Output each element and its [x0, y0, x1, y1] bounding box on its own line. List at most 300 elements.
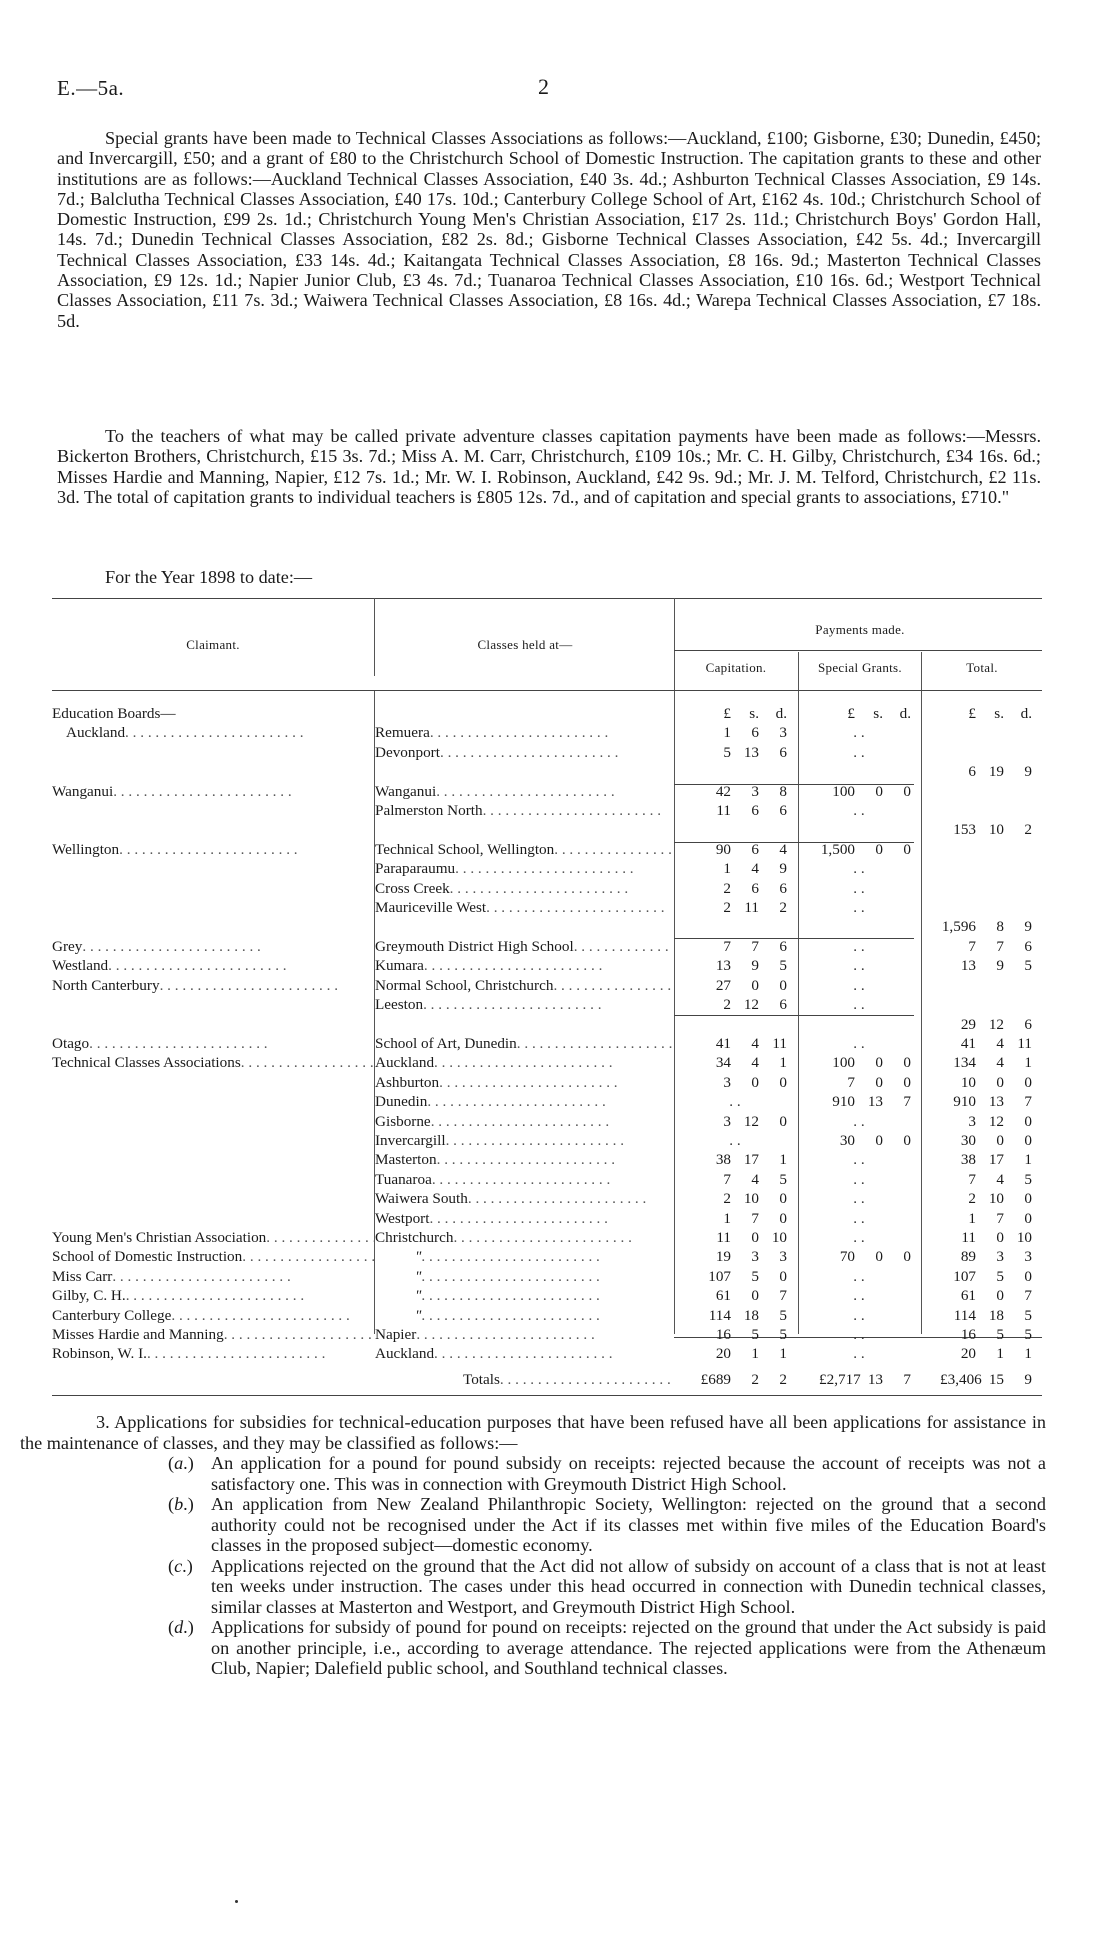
total-shillings: 8: [996, 918, 1004, 936]
total-pence: d.: [1020, 705, 1032, 722]
classes-cell: Invercargill . .: [375, 1131, 673, 1150]
capitation-pounds: 20: [715, 1345, 731, 1363]
table-bottom-rule: [52, 1395, 1042, 1396]
total-pounds: 10: [960, 1073, 976, 1091]
capitation: [673, 956, 797, 975]
capitation-shillings: 5: [751, 1267, 759, 1285]
special-grants-pounds: 70: [839, 1248, 855, 1266]
special-grants-nil: . .: [853, 1170, 865, 1188]
refusal-item-b: [20, 1494, 1046, 1556]
table-row: [52, 1073, 1042, 1092]
refusal-item-d: [20, 1617, 1046, 1679]
total-shillings: 3: [996, 1248, 1004, 1266]
capitation: [673, 1247, 797, 1266]
capitation-pounds: 2: [723, 1190, 731, 1208]
claimant-cell: Misses Hardie and Manning . .: [52, 1325, 375, 1344]
total: [921, 1131, 1042, 1150]
capitation-pounds: 5: [723, 743, 731, 761]
total: [921, 937, 1042, 956]
special-grants-pounds: £: [847, 705, 855, 722]
total-pence: 0: [1024, 1209, 1032, 1227]
table-row: [52, 1306, 1042, 1325]
special-grants-shillings: 0: [875, 1073, 883, 1091]
total-pence: 0: [1024, 1267, 1032, 1285]
total-pounds: 89: [960, 1248, 976, 1266]
classes-cell: Palmerston North . .: [375, 801, 673, 820]
item-text: Applications for subsidy of pound for pound on receipts: rejected on the ground that under the Act subsidy is paid on another principle, i.e., according to average attendance. The rejected applications were from the Athenæum Club, Napier; Dalefield public school, and Southland technical classes.: [211, 1617, 1046, 1678]
capitation-pence: d.: [775, 705, 787, 722]
item-marker: (d.): [168, 1617, 194, 1637]
capitation: [673, 879, 797, 898]
total-shillings: 12: [988, 1015, 1004, 1033]
special-grants: [797, 840, 921, 859]
total-shillings: 5: [996, 1267, 1004, 1285]
classes-cell: Cross Creek . .: [375, 879, 673, 898]
capitation-pence: 3: [779, 724, 787, 742]
capitation-pence: 3: [779, 1248, 787, 1266]
total: [921, 917, 1042, 936]
special-grants-pence: 0: [903, 1131, 911, 1149]
capitation: [673, 1112, 797, 1131]
capitation: [673, 743, 797, 762]
total-pence: 1: [1024, 1054, 1032, 1072]
capitation-shillings: 4: [751, 1170, 759, 1188]
total-pounds: 1: [968, 1209, 976, 1227]
item-text: An application for a pound for pound subsidy on receipts: rejected because the account of receipts was not a satisfactory one. This was in connection with Greymouth District High School.: [211, 1453, 1046, 1494]
capitation-pounds: 90: [715, 840, 731, 858]
table-header-rule: [52, 690, 1042, 691]
classes-cell: Ashburton . .: [375, 1073, 673, 1092]
refusal-item-c: [20, 1556, 1046, 1618]
classes-cell: Devonport . .: [375, 743, 673, 762]
total: [921, 1092, 1042, 1111]
report-reference: E.—5a.: [57, 76, 125, 100]
special-grants: [797, 1073, 921, 1092]
total-pounds: 13: [960, 957, 976, 975]
table-row: [52, 1015, 1042, 1034]
capitation-pence: 1: [779, 1345, 787, 1363]
capitation: [673, 1286, 797, 1305]
total-pounds: 3: [968, 1112, 976, 1130]
special-grants-nil: . .: [853, 879, 865, 897]
special-grants-nil: . .: [853, 743, 865, 761]
payments-header: Payments made.: [815, 622, 905, 637]
capitation-pounds: 41: [715, 1034, 731, 1052]
capitation-pence: 6: [779, 879, 787, 897]
payments-subrule: [674, 650, 1042, 651]
table-row: [52, 1131, 1042, 1150]
table-row: [52, 995, 1042, 1014]
total: [921, 762, 1042, 781]
capitation: [673, 937, 797, 956]
table-row: [52, 1286, 1042, 1305]
capitation-shillings: 7: [751, 937, 759, 955]
classes-cell: School of Art, Dunedin . .: [375, 1034, 673, 1053]
total-pence: 6: [1024, 1015, 1032, 1033]
total-pence: 7: [1024, 1287, 1032, 1305]
capitation-pence: 6: [779, 996, 787, 1014]
capitation-pence: 0: [779, 1267, 787, 1285]
capitation: [673, 704, 797, 723]
page-speck: [235, 1900, 238, 1903]
classes-cell: Masterton . .: [375, 1150, 673, 1169]
capitation-pence: 4: [779, 840, 787, 858]
special-grants: [797, 1247, 921, 1266]
classes-cell: Mauriceville West . .: [375, 898, 673, 917]
special-grants-nil: . .: [853, 1112, 865, 1130]
capitation-pounds: 1: [723, 1209, 731, 1227]
total-shillings: 0: [996, 1131, 1004, 1149]
capitation-pounds: 11: [716, 802, 731, 820]
capitation: [673, 995, 797, 1014]
capitation-pence: 11: [772, 1034, 787, 1052]
paragraph-text: For the Year 1898 to date:—: [105, 567, 313, 587]
classes-cell: Paraparaumu . .: [375, 859, 673, 878]
capitation-pounds: 19: [715, 1248, 731, 1266]
total-pounds: 153: [953, 821, 976, 839]
capitation-pence: 5: [779, 1326, 787, 1343]
capitation-pence: 0: [779, 1112, 787, 1130]
classes-cell: Auckland . .: [375, 1344, 673, 1363]
classes-cell: " . .: [375, 1267, 673, 1286]
capitation-pounds: 42: [715, 782, 731, 800]
total-shillings: 9: [996, 957, 1004, 975]
totals-row: [52, 1364, 1042, 1389]
capitation-shillings: s.: [749, 705, 759, 722]
capitation-shillings: 6: [751, 724, 759, 742]
total-pence: 1: [1024, 1151, 1032, 1169]
special-grants-pounds: 7: [847, 1073, 855, 1091]
capitation-pence: 6: [779, 802, 787, 820]
total-pence: 2: [1024, 821, 1032, 839]
special-grants-pence: 0: [903, 1073, 911, 1091]
capitation-pence: 0: [779, 1190, 787, 1208]
special-grants: [797, 704, 921, 723]
special-grants-shillings: 0: [875, 840, 883, 858]
special-grants-pence: 7: [903, 1093, 911, 1111]
capitation-pounds: 16: [715, 1326, 731, 1343]
capitation: [673, 1170, 797, 1189]
table-row: [52, 879, 1042, 898]
claimant-cell: Miss Carr . .: [52, 1267, 375, 1286]
total-pounds: 20: [960, 1345, 976, 1363]
special-grants-total-pounds: £2,717: [819, 1370, 861, 1388]
item-text: An application from New Zealand Philanthropic Society, Wellington: rejected on the ground that a second authority could not be recognised under the Act if its classes met within five miles of the Education Board's classes in the proposed subject—domestic economy.: [211, 1494, 1046, 1555]
total-pence: 7: [1024, 1093, 1032, 1111]
total-pence: 10: [1016, 1228, 1032, 1246]
total-shillings: 10: [988, 1190, 1004, 1208]
capitation-shillings: 3: [751, 782, 759, 800]
capitation: [673, 1189, 797, 1208]
special-grants-nil: . .: [853, 1326, 865, 1343]
capitation-shillings: 3: [751, 1248, 759, 1266]
total: [921, 1344, 1042, 1363]
item-marker: (a.): [168, 1453, 194, 1473]
total-pounds: 41: [960, 1034, 976, 1052]
claimant-cell: Auckland . .: [52, 723, 375, 742]
paragraph-text: Special grants have been made to Technical Classes Associations as follows:—Auckland, £100; Gisborne, £30; Dunedin, £450; and Invercargill, £50; and a grant of £80 to the Christchurch School of Domestic Instruction. The capitation grants to these and other institutions are as follows:—Auckland Technical Classes Association, £40 3s. 4d.; Ashburton Technical Classes Association, £9 14s. 7d.; Balclutha Technical Classes Association, £40 17s. 10d.; Canterbury College School of Art, £162 4s. 10d.; Christchurch School of Domestic Instruction, £99 2s. 1d.; Christchurch Young Men's Christian Association, £17 2s. 11d.; Christchurch Boys' Gordon Hall, 14s. 7d.; Dunedin Technical Classes Association, £82 2s. 8d.; Gisborne Technical Classes Association, £42 5s. 4d.; Invercargill Technical Classes Association, £33 14s. 4d.; Kaitangata Technical Classes Association, £8 16s. 9d.; Masterton Technical Classes Association, £9 12s. 1d.; Napier Junior Club, £3 4s. 7d.; Tuanaroa Technical Classes Association, £10 16s. 6d.; Westport Technical Classes Association, £11 7s. 3d.; Waiwera Technical Classes Association, £8 16s. 4d.; Warepa Technical Classes Association, £7 18s. 5d.: [57, 128, 1041, 331]
capitation-pence: 10: [771, 1228, 787, 1246]
special-grants-shillings: s.: [873, 705, 883, 722]
capitation-total-pence: 2: [779, 1370, 787, 1388]
table-row: [52, 1344, 1042, 1363]
table-row: [52, 801, 1042, 820]
classes-cell: " . .: [375, 1247, 673, 1266]
special-grants-pence: 0: [903, 840, 911, 858]
total-pounds: 16: [960, 1326, 976, 1343]
totals-label: Totals . .: [375, 1370, 673, 1389]
table-row: [52, 1092, 1042, 1111]
classes-cell: Normal School, Christchurch . .: [375, 976, 673, 995]
page-number: 2: [538, 74, 549, 99]
total-pence: 5: [1024, 1306, 1032, 1324]
capitation-shillings: 12: [743, 1112, 759, 1130]
table-row: [52, 782, 1042, 801]
capitation-pounds: 3: [723, 1073, 731, 1091]
grand-total-pence: 9: [1024, 1370, 1032, 1388]
total-header: Total.: [966, 660, 998, 675]
total: [921, 1170, 1042, 1189]
classes-cell: Auckland . .: [375, 1053, 673, 1072]
capitation: [673, 1228, 797, 1247]
grand-total-pounds: £3,406: [940, 1370, 982, 1388]
capitation-pounds: 3: [723, 1112, 731, 1130]
table-row: [52, 859, 1042, 878]
capitation-pence: 6: [779, 743, 787, 761]
paragraph-private-classes: [57, 426, 1041, 507]
claimant-cell: Otago . .: [52, 1034, 375, 1053]
total-pence: 11: [1017, 1034, 1032, 1052]
special-grants-shillings: 0: [875, 782, 883, 800]
capitation-pounds: 27: [715, 976, 731, 994]
table-row: [52, 1209, 1042, 1228]
special-grants-pounds: 1,500: [820, 840, 855, 858]
classes-cell: Napier . .: [375, 1325, 673, 1344]
special-grants-total: [797, 1370, 921, 1389]
capitation-shillings: 0: [751, 976, 759, 994]
capitation-pence: 0: [779, 1073, 787, 1091]
special-grants-nil: . .: [853, 1190, 865, 1208]
table-row: [52, 743, 1042, 762]
capitation-header: Capitation.: [705, 660, 767, 675]
capitation-shillings: 11: [744, 899, 759, 917]
special-grants-nil: . .: [853, 957, 865, 975]
capitation-shillings: 6: [751, 879, 759, 897]
special-grants-shillings: 0: [875, 1248, 883, 1266]
special-grants-shillings: 13: [867, 1093, 883, 1111]
capitation-total-pounds: £689: [700, 1370, 731, 1388]
table-row: [52, 1053, 1042, 1072]
capitation-pounds: 11: [716, 1228, 731, 1246]
classes-cell: " . .: [375, 1306, 673, 1325]
special-grants-nil: . .: [853, 1345, 865, 1363]
claimant-cell: Wanganui . .: [52, 782, 375, 801]
capitation: [673, 859, 797, 878]
capitation-pence: 2: [779, 899, 787, 917]
table-row: [52, 704, 1042, 723]
total-pounds: £: [968, 705, 976, 722]
total-shillings: 17: [988, 1151, 1004, 1169]
table-row: [52, 917, 1042, 936]
claimant-cell: Technical Classes Associations . .: [52, 1053, 375, 1072]
classes-cell: Gisborne . .: [375, 1112, 673, 1131]
special-header: Special Grants.: [818, 660, 902, 675]
capitation: [673, 782, 797, 801]
item-marker: (b.): [168, 1494, 194, 1514]
special-grants-pounds: 30: [839, 1131, 855, 1149]
total-shillings: 1: [996, 1345, 1004, 1363]
table-row: [52, 762, 1042, 781]
classes-cell: Waiwera South . .: [375, 1189, 673, 1208]
special-grants: [797, 1053, 921, 1072]
total-pounds: 107: [953, 1267, 976, 1285]
special-grants: [797, 1092, 921, 1111]
claimant-cell: School of Domestic Instruction . .: [52, 1247, 375, 1266]
total: [921, 1325, 1042, 1344]
classes-cell: Greymouth District High School . .: [375, 937, 673, 956]
capitation: [673, 801, 797, 820]
total-pence: 0: [1024, 1112, 1032, 1130]
total-shillings: 13: [988, 1093, 1004, 1111]
table-row: [52, 898, 1042, 917]
capitation-shillings: 5: [751, 1326, 759, 1343]
capitation-pounds: 2: [723, 996, 731, 1014]
special-grants-total-pence: 7: [903, 1370, 911, 1388]
special-grants-shillings: 0: [875, 1131, 883, 1149]
special-grants-pounds: 100: [832, 1054, 855, 1072]
capitation-shillings: 13: [743, 743, 759, 761]
capitation-shillings: 4: [751, 1054, 759, 1072]
special-grants-pounds: 910: [832, 1093, 855, 1111]
capitation-shillings: 4: [751, 860, 759, 878]
capitation-shillings: 17: [743, 1151, 759, 1169]
claimant-cell: Robinson, W. I. . .: [52, 1344, 375, 1363]
table-row: [52, 1189, 1042, 1208]
total-pounds: 7: [968, 1170, 976, 1188]
special-grants-nil: . .: [853, 1267, 865, 1285]
classes-cell: Technical School, Wellington . .: [375, 840, 673, 859]
total-pounds: 114: [953, 1306, 976, 1324]
special-grants-nil: . .: [853, 1209, 865, 1227]
total-pounds: 29: [960, 1015, 976, 1033]
capitation: [673, 723, 797, 742]
total-pence: 6: [1024, 937, 1032, 955]
classes-cell: Tuanaroa . .: [375, 1170, 673, 1189]
capitation-pence: 0: [779, 1209, 787, 1227]
capitation: [673, 976, 797, 995]
capitation: [673, 1209, 797, 1228]
capitation-pence: 0: [779, 976, 787, 994]
capitation-shillings: 6: [751, 802, 759, 820]
total-pounds: 30: [960, 1131, 976, 1149]
total-shillings: 12: [988, 1112, 1004, 1130]
special-grants-total-shillings: 13: [867, 1370, 883, 1388]
claimant-cell: Gilby, C. H. . .: [52, 1286, 375, 1305]
capitation-pounds: 2: [723, 879, 731, 897]
total-pence: 0: [1024, 1190, 1032, 1208]
total-shillings: 19: [988, 763, 1004, 781]
special-grants: [797, 782, 921, 801]
total-pence: 9: [1024, 918, 1032, 936]
capitation: [673, 1306, 797, 1325]
total-pounds: 61: [960, 1287, 976, 1305]
total: [921, 704, 1042, 723]
special-grants-nil: . .: [853, 724, 865, 742]
total-pence: 1: [1024, 1345, 1032, 1363]
classes-cell: Leeston . .: [375, 995, 673, 1014]
capitation-pounds: 2: [723, 899, 731, 917]
capitation: [673, 898, 797, 917]
capitation-pence: 6: [779, 937, 787, 955]
classes-cell: Dunedin . .: [375, 1092, 673, 1111]
total-pounds: 134: [953, 1054, 976, 1072]
claimant-cell: Young Men's Christian Association . .: [52, 1228, 375, 1247]
capitation-pence: 5: [779, 1306, 787, 1324]
capitation-pounds: 7: [723, 937, 731, 955]
capitation: [673, 1325, 797, 1344]
special-grants-pence: 0: [903, 1054, 911, 1072]
special-grants-nil: . .: [853, 937, 865, 955]
total-shillings: 7: [996, 937, 1004, 955]
total: [921, 1247, 1042, 1266]
total-shillings: 4: [996, 1054, 1004, 1072]
refusal-item-a: [20, 1453, 1046, 1494]
capitation-shillings: 0: [751, 1228, 759, 1246]
capitation-nil: . .: [729, 1093, 741, 1111]
capitation-pence: 7: [779, 1287, 787, 1305]
capitation-pence: 5: [779, 957, 787, 975]
total: [921, 1286, 1042, 1305]
table-row: [52, 1112, 1042, 1131]
item-marker: (c.): [168, 1555, 193, 1576]
total-pence: 5: [1024, 1326, 1032, 1343]
capitation-shillings: 18: [743, 1306, 759, 1324]
table-row: [52, 1267, 1042, 1286]
capitation-pounds: 107: [708, 1267, 731, 1285]
total: [921, 1267, 1042, 1286]
total-shillings: 0: [996, 1228, 1004, 1246]
capitation-pounds: 1: [723, 860, 731, 878]
total-pounds: 6: [968, 763, 976, 781]
special-grants-nil: . .: [853, 860, 865, 878]
capitation-pence: 1: [779, 1151, 787, 1169]
capitation: [673, 1034, 797, 1053]
payments-table: [52, 704, 1042, 1389]
table-row: [52, 1150, 1042, 1169]
classes-cell: Westport . .: [375, 1209, 673, 1228]
section-3: [20, 1412, 1046, 1679]
special-grants-pence: d.: [899, 705, 911, 722]
total-shillings: 4: [996, 1170, 1004, 1188]
total: [921, 1150, 1042, 1169]
table-row: [52, 976, 1042, 995]
special-grants-pence: 0: [903, 1248, 911, 1266]
special-grants-nil: . .: [853, 1228, 865, 1246]
total-pounds: 2: [968, 1190, 976, 1208]
section-intro: 3. Applications for subsidies for technical-education purposes that have been refused have all been applications for assistance in the maintenance of classes, and they may be classified as follows:—: [20, 1412, 1046, 1453]
capitation-total-shillings: 2: [751, 1370, 759, 1388]
total-pence: 0: [1024, 1131, 1032, 1149]
capitation: [673, 1150, 797, 1169]
total: [921, 1189, 1042, 1208]
total-pence: 3: [1024, 1248, 1032, 1266]
capitation-shillings: 12: [743, 996, 759, 1014]
total-pence: 9: [1024, 763, 1032, 781]
table-row: [52, 1325, 1042, 1344]
paragraph-year-intro: [57, 567, 1041, 587]
capitation-shillings: 1: [751, 1345, 759, 1363]
special-grants-nil: . .: [853, 976, 865, 994]
